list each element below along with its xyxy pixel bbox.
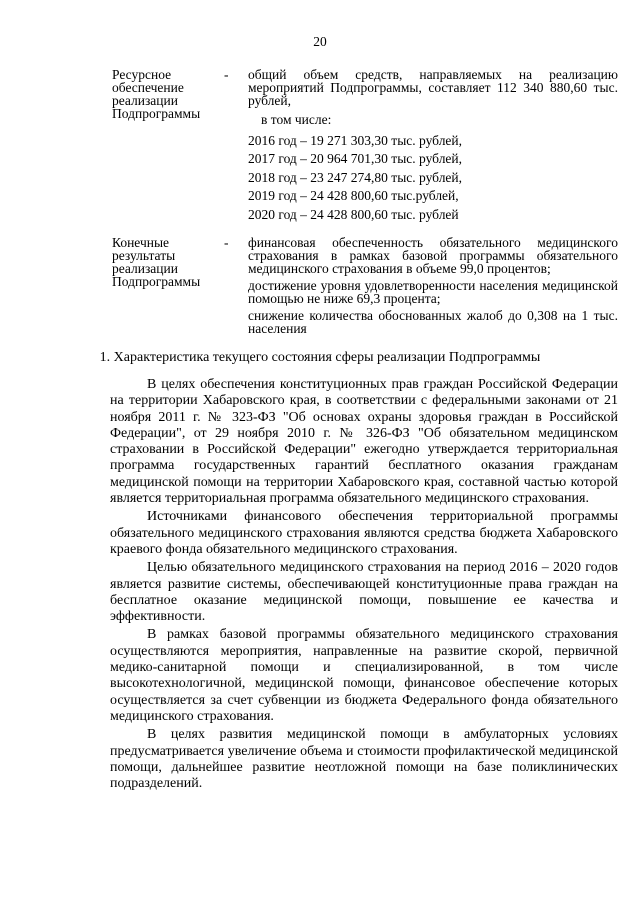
resource-label: Ресурсное обеспечение реализации Подпрограммы: [112, 67, 201, 121]
year-2018: 2018 год – 23 247 274,80 тыс. рублей,: [248, 169, 463, 185]
body-text: [110, 377, 618, 792]
result-item: финансовая обеспеченность обязательного медицинского страхования в рамках базовой программы обязательного медицинского страхования в объеме 99,0 процентов;: [248, 235, 618, 277]
year-2017: 2017 год – 20 964 701,30 тыс. рублей,: [248, 151, 463, 167]
results-value: [248, 236, 618, 335]
resource-row: [112, 68, 618, 224]
paragraph: Целью обязательного медицинского страхования на период 2016 – 2020 годов является развитие системы, обеспечивающей конституционные права граждан на бесплатное оказание медицинской помощи, повышение ее качества и эффективности.: [110, 560, 618, 625]
resource-total: общий объем средств, направляемых на реализацию мероприятий Подпрограммы, составляет 112 340 880,60 тыс. рублей,: [248, 67, 618, 108]
resource-including: в том числе:: [261, 112, 332, 127]
results-row: [112, 236, 618, 335]
results-dash: -: [224, 235, 229, 251]
page-number: 20: [313, 34, 327, 49]
paragraph: Источниками финансового обеспечения территориальной программы обязательного медицинского страхования являются средства бюджета Хабаровского краевого фонда обязательного медицинского страхования.: [110, 509, 618, 557]
resource-dash: -: [224, 67, 229, 82]
paragraph: В целях обеспечения конституционных прав граждан Российской Федерации на территории Хабаровского края, в соответствии с федеральными законами от 21 ноября 2011 г. № 323-ФЗ "Об основах охраны здоровья граждан в Российской Федерации", от 29 ноября 2010 г. № 326-ФЗ "Об обязательном медицинском страховании в Российской Федерации" ежегодно утверждается территориальная программа государственных гарантий бесплатного оказания гражданам медицинской помощи на территории Хабаровского края, составной частью которой является территориальная программа обязательного медицинского страхования.: [110, 377, 618, 507]
year-2020: 2020 год – 24 428 800,60 тыс. рублей: [248, 206, 459, 222]
year-2019: 2019 год – 24 428 800,60 тыс.рублей,: [248, 188, 459, 204]
section-title: 1. Характеристика текущего состояния сферы реализации Подпрограммы: [99, 350, 541, 365]
resource-years: [248, 132, 618, 224]
results-label: Конечные результаты реализации Подпрограммы: [112, 235, 201, 290]
passport-table: [112, 68, 618, 335]
resource-value: [248, 68, 618, 224]
year-2016: 2016 год – 19 271 303,30 тыс. рублей,: [248, 133, 463, 148]
paragraph: В рамках базовой программы обязательного медицинского страхования осуществляются мероприятия, направленные на развитие скорой, первичной медико-санитарной помощи и специализированной, в том числе высокотехнологичной, медицинской помощи, финансовое обеспечение которых осуществляется за счет субвенции из бюджета Федерального фонда обязательного медицинского страхования.: [110, 627, 618, 724]
paragraph: В целях развития медицинской помощи в амбулаторных условиях предусматривается увеличение объема и стоимости профилактической медицинской помощи, дальнейшее развитие неотложной помощи на базе поликлинических подразделений.: [110, 727, 618, 792]
result-item: достижение уровня удовлетворенности населения медицинской помощью не ниже 69,3 процента;: [248, 278, 618, 307]
result-item: снижение количества обоснованных жалоб до 0,308 на 1 тыс. населения: [248, 308, 618, 337]
